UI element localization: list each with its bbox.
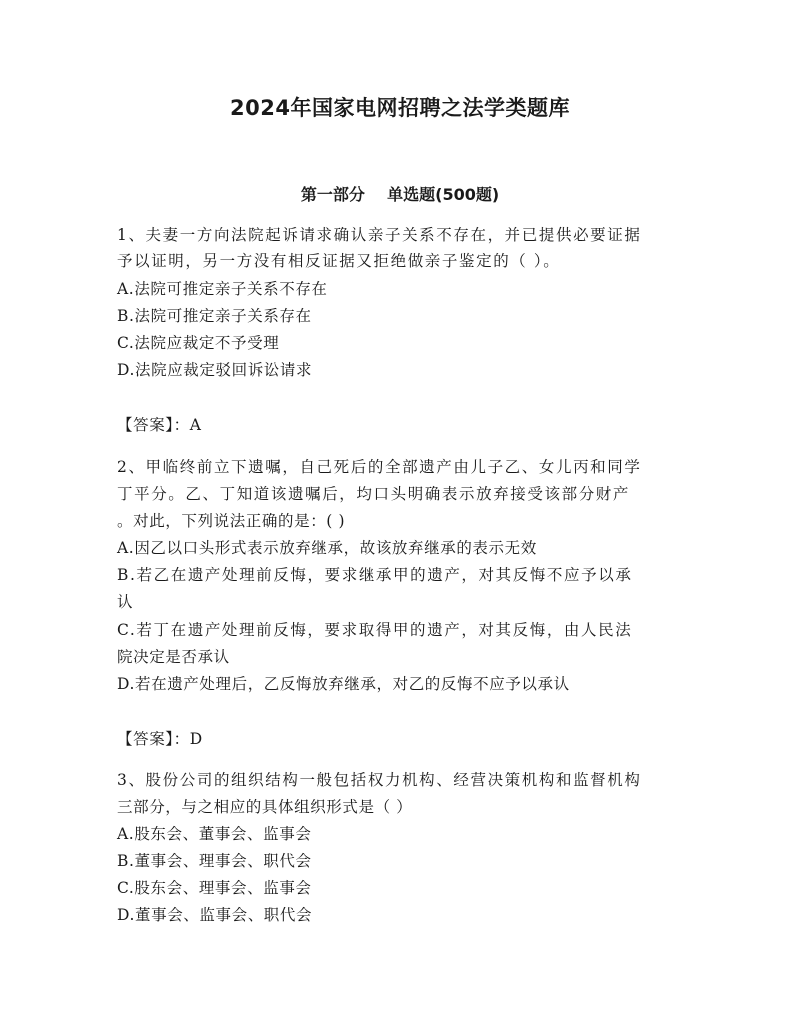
document-title: 2024年国家电网招聘之法学类题库 <box>230 96 570 120</box>
question-1-answer: 【答案】：A <box>117 416 202 434</box>
question-2-option-b-line-1: B.若乙在遗产处理前反悔，要求继承甲的遗产，对其反悔不应予以承 <box>117 566 633 584</box>
question-3-option-a: A.股东会、董事会、监事会 <box>117 825 312 843</box>
question-2-option-c-line-2: 院决定是否承认 <box>117 648 230 666</box>
question-2-option-a: A.因乙以口头形式表示放弃继承，故该放弃继承的表示无效 <box>117 539 537 557</box>
question-1-option-d: D.法院应裁定驳回诉讼请求 <box>117 361 313 379</box>
question-3-option-c: C.股东会、理事会、监事会 <box>117 879 312 897</box>
question-2-answer: 【答案】：D <box>117 730 203 748</box>
question-3-option-d: D.董事会、监事会、职代会 <box>117 906 313 924</box>
question-3-stem-line-2: 三部分，与之相应的具体组织形式是（ ） <box>117 798 413 816</box>
question-3-stem-line-1: 3、股份公司的组织结构一般包括权力机构、经营决策机构和监督机构 <box>117 771 642 789</box>
question-2-stem-line-1: 2、甲临终前立下遗嘱，自己死后的全部遗产由儿子乙、女儿丙和同学 <box>117 458 642 476</box>
question-1-stem-line-1: 1、夫妻一方向法院起诉请求确认亲子关系不存在，并已提供必要证据 <box>117 226 642 244</box>
question-1-option-c: C.法院应裁定不予受理 <box>117 334 280 352</box>
question-1-option-a: A.法院可推定亲子关系不存在 <box>117 280 328 298</box>
question-2-option-c-line-1: C.若丁在遗产处理前反悔，要求取得甲的遗产，对其反悔，由人民法 <box>117 621 633 639</box>
question-1-stem-line-2: 予以证明，另一方没有相反证据又拒绝做亲子鉴定的（ ）。 <box>117 252 561 270</box>
question-2-stem-line-2: 丁平分。乙、丁知道该遗嘱后，均口头明确表示放弃接受该部分财产 <box>117 485 631 503</box>
question-2-option-b-line-2: 认 <box>117 593 134 611</box>
question-1-option-b: B.法院可推定亲子关系存在 <box>117 307 312 325</box>
section-heading: 第一部分 单选题(500题) <box>300 185 500 204</box>
question-2-stem-line-3: 。对此，下列说法正确的是：( ) <box>117 512 346 530</box>
question-2-option-d: D.若在遗产处理后，乙反悔放弃继承，对乙的反悔不应予以承认 <box>117 675 570 693</box>
question-3-option-b: B.董事会、理事会、职代会 <box>117 852 312 870</box>
